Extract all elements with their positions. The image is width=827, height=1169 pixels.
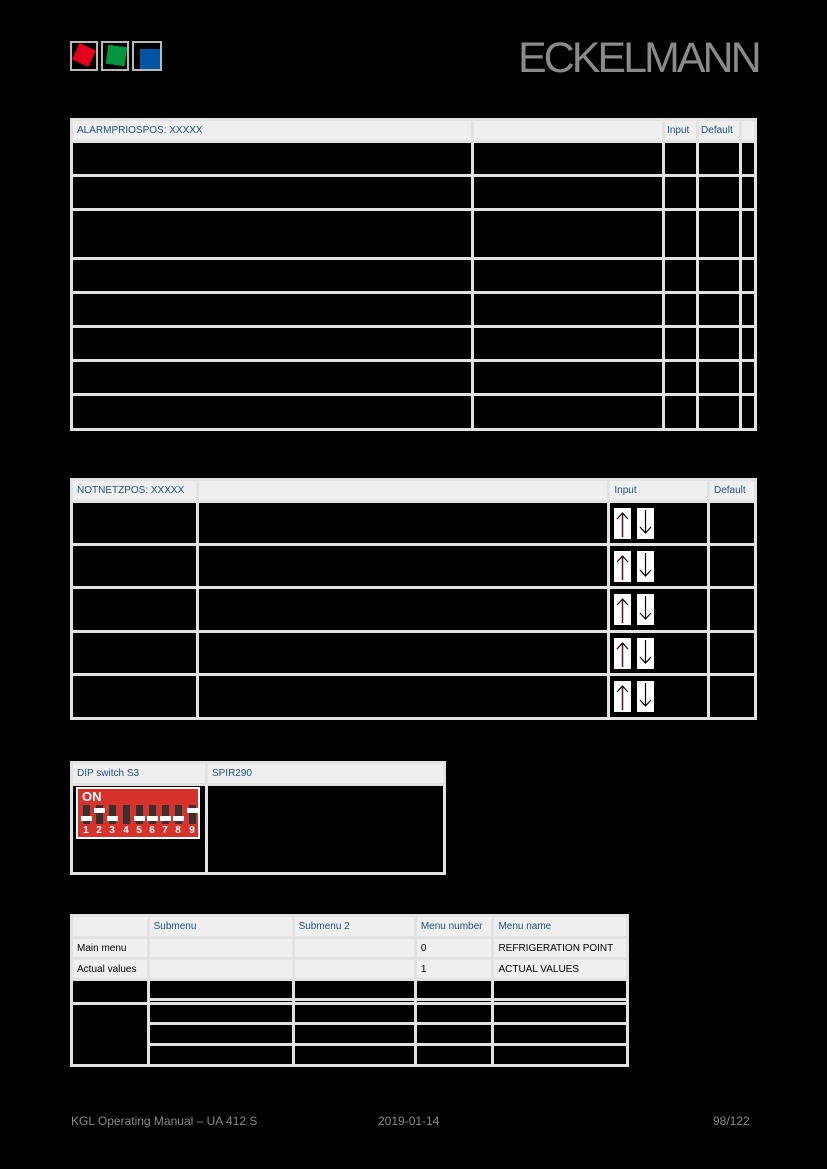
table-row <box>72 545 756 588</box>
table-row <box>72 327 756 361</box>
dip-switch-3[interactable] <box>109 805 116 824</box>
table-row <box>72 395 756 430</box>
submenu-header: Submenu <box>148 916 293 938</box>
emergency-power-table <box>70 478 757 720</box>
table-row <box>72 293 756 327</box>
dip-number: 5 <box>136 825 142 836</box>
menu-header-empty <box>72 916 149 938</box>
table-row <box>72 176 756 210</box>
logo-box-blue <box>132 41 162 71</box>
default-column-header: Default <box>698 120 741 142</box>
dip-switch-graphic <box>76 787 200 839</box>
arrow-up-icon[interactable] <box>614 681 631 712</box>
dip-number: 6 <box>149 825 155 836</box>
alarm-priority-table <box>70 118 757 431</box>
dip-number: 4 <box>123 825 129 836</box>
menu-level: Actual values <box>72 959 149 980</box>
arrow-up-icon[interactable] <box>614 508 631 539</box>
input-cell <box>609 502 709 545</box>
footer-date: 2019-01-14 <box>378 1114 440 1128</box>
submenu <box>148 938 293 959</box>
table-header-row <box>72 763 445 785</box>
arrow-up-icon[interactable] <box>614 638 631 669</box>
dip-switch-8[interactable] <box>175 805 182 824</box>
default-column-header: Default <box>709 480 756 502</box>
brand-wordmark: ECKELMANN <box>518 34 759 82</box>
submenu-2 <box>293 938 415 959</box>
footer-page-number: 98/122 <box>713 1114 750 1128</box>
arrow-down-icon[interactable] <box>637 551 654 582</box>
menu-number: 1 <box>415 959 493 980</box>
input-column-header: Input <box>609 480 709 502</box>
table-row <box>72 675 756 719</box>
footer-doc-title: KGL Operating Manual – UA 412 S <box>71 1114 258 1128</box>
dip-number: 9 <box>189 825 195 836</box>
input-cell <box>609 675 709 719</box>
menu-name: REFRIGERATION POINT <box>493 938 628 959</box>
dip-on-label: ON <box>82 789 102 804</box>
table-row <box>72 502 756 545</box>
dip-switch-2[interactable] <box>96 805 103 824</box>
dip-number: 3 <box>109 825 115 836</box>
dip-switch-4[interactable] <box>123 805 130 824</box>
dip-switch-header: DIP switch S3 <box>72 763 207 785</box>
arrow-up-icon[interactable] <box>614 594 631 625</box>
dip-number: 8 <box>175 825 181 836</box>
table-row <box>72 142 756 176</box>
spir-header: SPIR290 <box>206 763 444 785</box>
table-row <box>72 210 756 259</box>
input-cell <box>609 632 709 675</box>
table-row <box>72 1045 628 1066</box>
table-row <box>72 361 756 395</box>
menu-number-header: Menu number <box>415 916 493 938</box>
dip-switch-5[interactable] <box>136 805 143 824</box>
table-row <box>72 1004 628 1024</box>
dip-number: 7 <box>162 825 168 836</box>
dip-number: 2 <box>96 825 102 836</box>
submenu-2 <box>293 959 415 980</box>
table-row <box>72 632 756 675</box>
dip-switch-7[interactable] <box>162 805 169 824</box>
table-row <box>72 938 628 959</box>
submenu <box>148 959 293 980</box>
logo-box-green <box>101 41 129 71</box>
notnetz-table-title: NOTNETZPOS: XXXXX <box>72 480 198 502</box>
arrow-down-icon[interactable] <box>637 681 654 712</box>
menu-level: Main menu <box>72 938 149 959</box>
empty-header-cell <box>741 120 756 142</box>
submenu2-header: Submenu 2 <box>293 916 415 938</box>
input-cell <box>609 588 709 632</box>
dip-switch-1[interactable] <box>83 805 90 824</box>
alarm-table-col2 <box>473 120 664 142</box>
arrow-down-icon[interactable] <box>637 508 654 539</box>
menu-number: 0 <box>415 938 493 959</box>
table-header-row <box>72 480 756 502</box>
alarm-table-title: ALARMPRIOSPOS: XXXXX <box>72 120 473 142</box>
logo-box-red <box>70 41 98 71</box>
empty-header-cell <box>197 480 609 502</box>
table-header-row <box>72 916 628 938</box>
arrow-up-icon[interactable] <box>614 551 631 582</box>
menu-table <box>70 914 629 1067</box>
menu-name: ACTUAL VALUES <box>493 959 628 980</box>
arrow-down-icon[interactable] <box>637 638 654 669</box>
menu-name-header: Menu name <box>493 916 628 938</box>
table-row <box>72 1024 628 1045</box>
table-row <box>72 959 628 980</box>
dip-switch-6[interactable] <box>149 805 156 824</box>
table-row <box>72 259 756 293</box>
table-row <box>72 980 628 1000</box>
input-cell <box>609 545 709 588</box>
dip-switch-9[interactable] <box>189 805 196 824</box>
arrow-down-icon[interactable] <box>637 594 654 625</box>
table-row <box>72 588 756 632</box>
dip-number: 1 <box>83 825 89 836</box>
input-column-header: Input <box>664 120 698 142</box>
table-header-row <box>72 120 756 142</box>
